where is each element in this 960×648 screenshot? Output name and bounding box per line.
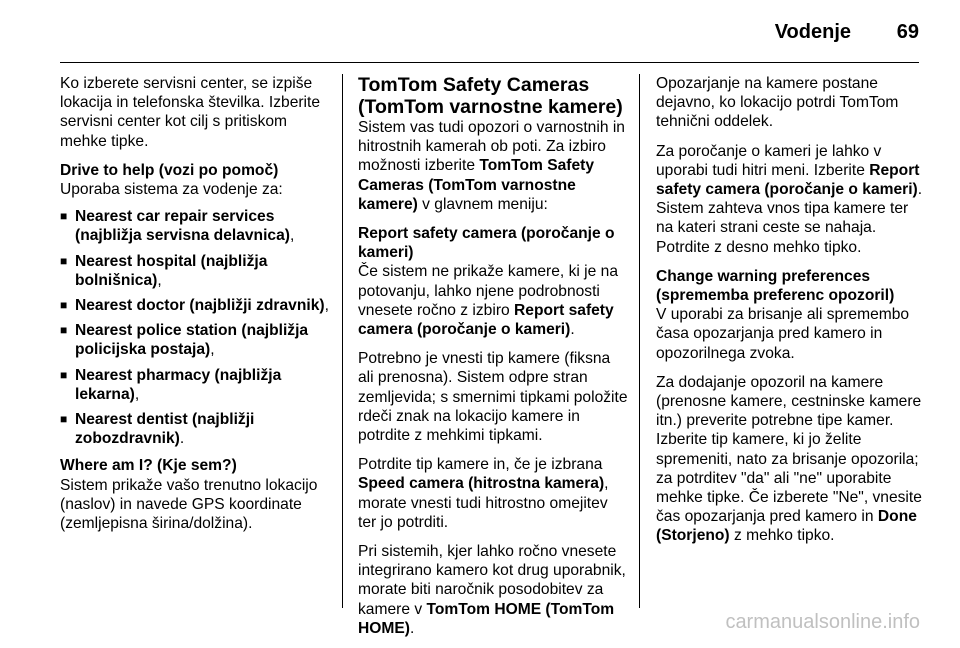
column-right [656, 74, 924, 556]
watermark-text: carmanualsonline.info [725, 611, 920, 633]
list-item: ■ Nearest dentist (najbližji zobozdravnik). [60, 411, 255, 448]
drive-to-help-heading: Drive to help (vozi po pomoč) [60, 161, 279, 179]
where-am-i-heading: Where am I? (Kje sem?) [60, 457, 237, 475]
bullet-icon: ■ [60, 323, 68, 338]
safety-cameras-title: TomTom Safety Cameras (TomTom varnostne kamere) [358, 74, 623, 118]
bullet-icon: ■ [60, 367, 68, 382]
report-camera-paragraph: Če sistem ne prikaže kamere, ki je na potovanju, lahko njene podrobnosti vnesete ročno z izbiro Report safety camera (poročanje o kameri). [358, 263, 618, 339]
list-item: ■ Nearest doctor (najbližji zdravnik), [60, 297, 329, 315]
camera-type-paragraph: Potrebno je vnesti tip kamere (fiksna ali prenosna). Sistem odpre stran zemljevida; s smernimi tipkami položite rdeči znak na lokacijo kamere in potrdite z mehkimi tipkami. [358, 350, 628, 445]
column-divider [342, 74, 343, 608]
list-item: ■ Nearest car repair services (najbližja servisna delavnica), [60, 208, 295, 245]
quick-menu-paragraph: Za poročanje o kameri je lahko v uporabi tudi hitri meni. Izberite Report safety camera (poročanje o kameri). Sistem zahteva vnos tipa kamere ter na kateri strani ceste se nahaja. Potrdite z desno mehko tipko. [656, 142, 923, 256]
warning-preferences-paragraph: V uporabi za brisanje ali spremembo časa opozarjanja pred kamero in opozorilnega zvoka. [656, 306, 910, 362]
bullet-icon: ■ [60, 412, 68, 427]
where-am-i-text: Sistem prikaže vašo trenutno lokacijo (naslov) in navede GPS koordinate (zemljepisna širina/dolžina). [60, 476, 318, 533]
column-left [60, 74, 330, 533]
safety-cameras-intro: Sistem vas tudi opozori o varnostnih in hitrostnih kamerah ob poti. Za izbiro možnosti izberite TomTom Safety Cameras (TomTom varnostne kamere) v glavnem meniju: [358, 119, 625, 213]
activation-paragraph: Opozarjanje na kamere postane dejavno, ko lokacijo potrdi TomTom tehnični oddelek. [656, 75, 899, 131]
page-header [60, 0, 919, 63]
speed-camera-paragraph: Potrdite tip kamere in, če je izbrana Speed camera (hitrostna kamera), morate vnesti tudi hitrostno omejitev ter jo potrditi. [358, 456, 609, 531]
list-item: ■ Nearest pharmacy (najbližja lekarna), [60, 366, 282, 403]
intro-paragraph: Ko izberete servisni center, se izpiše lokacija in telefonska številka. Izberite servisni center kot cilj s pritiskom mehke tipke. [60, 75, 321, 150]
subscription-paragraph: Pri sistemih, kjer lahko ročno vnesete integrirano kamero kot drug uporabnik, morate biti naročnik posodobitev za kamere v TomTom HOME (TomTom HOME). [358, 543, 626, 637]
add-warnings-paragraph: Za dodajanje opozoril na kamere (prenosne kamere, cestninske kamere itn.) preverite potrebne tipe kamer. Izberite tip kamere, ki jo želite spremeniti, nato za brisanje opozorila; za potrditev "da" ali "ne" uporabite mehke tipke. Če izberete "Ne", vnesite čas opozarjanja pred kamero in Done (Storjeno) z mehko tipko. [656, 373, 922, 545]
list-item: ■ Nearest police station (najbližja policijska postaja), [60, 322, 309, 359]
bullet-icon: ■ [60, 298, 68, 313]
page-number: 69 [896, 21, 919, 43]
page-section-title: Vodenje [774, 21, 851, 43]
drive-to-help-text: Uporaba sistema za vodenje za: [60, 181, 283, 199]
warning-preferences-heading: Change warning preferences (sprememba preferenc opozoril) [656, 267, 895, 305]
list-item: ■ Nearest hospital (najbližja bolnišnica), [60, 252, 268, 289]
column-middle [358, 74, 628, 648]
help-destination-list [60, 207, 330, 448]
report-camera-heading: Report safety camera (poročanje o kameri) [358, 225, 615, 262]
column-divider [639, 74, 640, 608]
bullet-icon: ■ [60, 209, 68, 224]
bullet-icon: ■ [60, 253, 68, 268]
